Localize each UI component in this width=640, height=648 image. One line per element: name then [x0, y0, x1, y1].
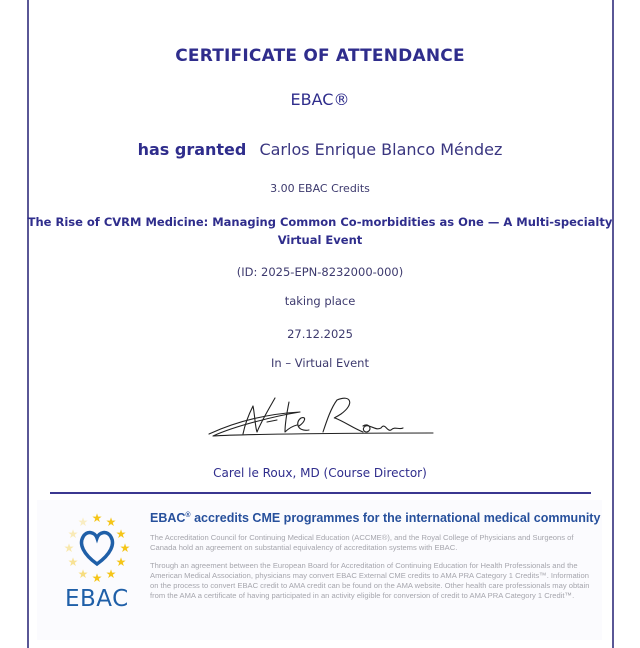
accreditation-paragraph-1: The Accreditation Council for Continuing Medical Education (ACCME®), and the Royal College of Physicians and Surgeons of Canada hold an agreement on substantial equivalency of accreditation systems with EBAC.	[150, 533, 574, 552]
granted-line	[0, 140, 640, 159]
event-title-line1: The Rise of CVRM Medicine: Managing Common Co-morbidities as One — A Multi-specialty	[27, 215, 613, 229]
certificate-title: CERTIFICATE OF ATTENDANCE	[175, 46, 465, 66]
svg-text:★: ★	[115, 555, 127, 569]
signature-image	[205, 392, 440, 442]
event-location: In – Virtual Event	[271, 356, 369, 370]
event-title-line2: Virtual Event	[277, 233, 363, 247]
accreditation-title-brand: EBAC	[150, 511, 186, 525]
svg-text:★: ★	[63, 541, 75, 555]
svg-text:★: ★	[67, 527, 79, 541]
svg-text:★: ★	[115, 527, 127, 541]
registered-mark: ®	[185, 511, 191, 519]
granted-label: has granted	[137, 140, 247, 159]
accreditation-title-rest: accredits CME programmes for the international medical community	[190, 511, 601, 525]
ebac-logo-text: EBAC	[65, 586, 129, 612]
accreditation-title	[150, 511, 600, 525]
event-title	[0, 213, 640, 249]
divider	[50, 492, 591, 494]
svg-text:★: ★	[91, 511, 103, 525]
organization-name: EBAC®	[290, 90, 350, 109]
credits-text: 3.00 EBAC Credits	[270, 182, 370, 195]
svg-text:★: ★	[77, 567, 89, 581]
course-director: Carel le Roux, MD (Course Director)	[213, 466, 427, 480]
accreditation-paragraph-2: Through an agreement between the European Board for Accreditation of Continuing Education for Health Professionals and the American Medical Association, physicians may convert EBAC External CME credits to AMA PRA Category 1 Credits™. Information on the process to convert EBAC credit to AMA credit can be found on the AMA website. Other health care professionals may obtain from the AMA a certificate of having participated in an activity eligible for conversion of credit to AMA PRA Category 1 Credit™.	[150, 561, 590, 600]
svg-text:★: ★	[105, 567, 117, 581]
event-date: 27.12.2025	[287, 327, 353, 341]
svg-text:★: ★	[105, 515, 117, 529]
taking-place-label: taking place	[284, 294, 356, 308]
svg-text:★: ★	[91, 571, 103, 585]
svg-text:★: ★	[77, 515, 89, 529]
event-id: (ID: 2025-EPN-8232000-000)	[236, 265, 404, 279]
svg-text:★: ★	[67, 555, 79, 569]
svg-text:★: ★	[119, 541, 131, 555]
accreditation-footer	[37, 500, 602, 640]
recipient-name: Carlos Enrique Blanco Méndez	[259, 140, 503, 159]
